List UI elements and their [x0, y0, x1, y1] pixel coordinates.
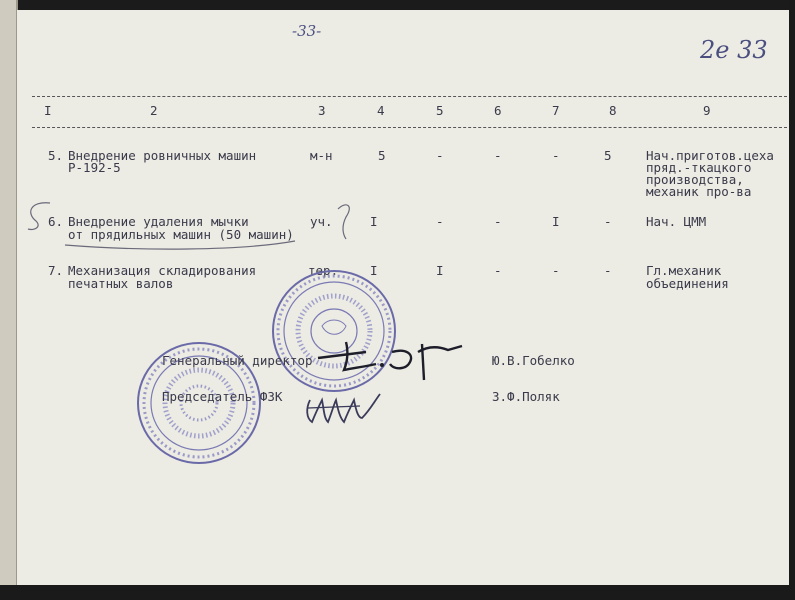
scan-frame-right — [789, 0, 795, 600]
row-col8: - — [604, 263, 612, 278]
row-col4: I — [370, 263, 378, 278]
row-col7: - — [552, 263, 560, 278]
col-header-3: 3 — [318, 103, 326, 118]
row-col6: - — [494, 148, 502, 163]
row-col6: - — [494, 214, 502, 229]
row-col7: - — [552, 148, 560, 163]
row-name-line: Р-192-5 — [68, 160, 121, 175]
row-number: 6. — [48, 214, 64, 229]
row-col5: I — [436, 263, 444, 278]
col-header-4: 4 — [377, 103, 385, 118]
row-name-line: Внедрение удаления мычки — [68, 214, 249, 229]
row-name-line: Внедрение ровничных машин — [68, 148, 257, 163]
row-col4: I — [370, 214, 378, 229]
col-header-2: 2 — [150, 103, 158, 118]
row-responsible-line: Нач. ЦММ — [646, 214, 707, 229]
row-unit: м-н — [310, 148, 333, 163]
chair-signature — [300, 388, 390, 433]
row-col6: - — [494, 263, 502, 278]
row-name-line: Механизация складирования — [68, 263, 257, 278]
row-number: 7. — [48, 263, 64, 278]
row-number: 5. — [48, 148, 64, 163]
row-responsible-line: объединения — [646, 276, 729, 291]
row-col4: 5 — [378, 148, 386, 163]
scan-frame-top — [0, 0, 795, 10]
row-col5: - — [436, 148, 444, 163]
header-top-rule — [32, 96, 787, 97]
col-header-9: 9 — [703, 103, 711, 118]
pencil-bracket-annotation — [20, 195, 360, 255]
row-col8: 5 — [604, 148, 612, 163]
chair-title: Председатель ФЗК — [162, 389, 283, 404]
director-signature — [310, 330, 470, 390]
chair-name: З.Ф.Поляк — [492, 389, 560, 404]
row-responsible-line: пряд.-ткацкого — [646, 160, 752, 175]
archive-page-mark: 2e 33 — [700, 36, 768, 64]
director-title: Генеральный директор — [162, 353, 313, 368]
scan-frame-bottom — [0, 585, 795, 600]
row-col8: - — [604, 214, 612, 229]
row-name-line: печатных валов — [68, 276, 174, 291]
header-bottom-rule — [32, 127, 787, 128]
row-col7: I — [552, 214, 560, 229]
row-responsible-line: производства, — [646, 172, 744, 187]
col-header-8: 8 — [609, 103, 617, 118]
col-header-7: 7 — [552, 103, 560, 118]
col-header-5: 5 — [436, 103, 444, 118]
row-unit: тер. — [308, 263, 339, 278]
director-name: Ю.В.Гобелко — [492, 353, 575, 368]
row-responsible-line: Гл.механик — [646, 263, 722, 278]
col-header-6: 6 — [494, 103, 502, 118]
binding-edge — [0, 0, 18, 600]
row-responsible-line: механик про-ва — [646, 184, 752, 199]
row-name-line: от прядильных машин (50 машин) — [68, 227, 294, 242]
page-number-mark: -33- — [292, 22, 322, 40]
row-unit: уч. — [310, 214, 333, 229]
col-header-1: I — [44, 103, 52, 118]
row-responsible-line: Нач.приготов.цеха — [646, 148, 774, 163]
row-col5: - — [436, 214, 444, 229]
